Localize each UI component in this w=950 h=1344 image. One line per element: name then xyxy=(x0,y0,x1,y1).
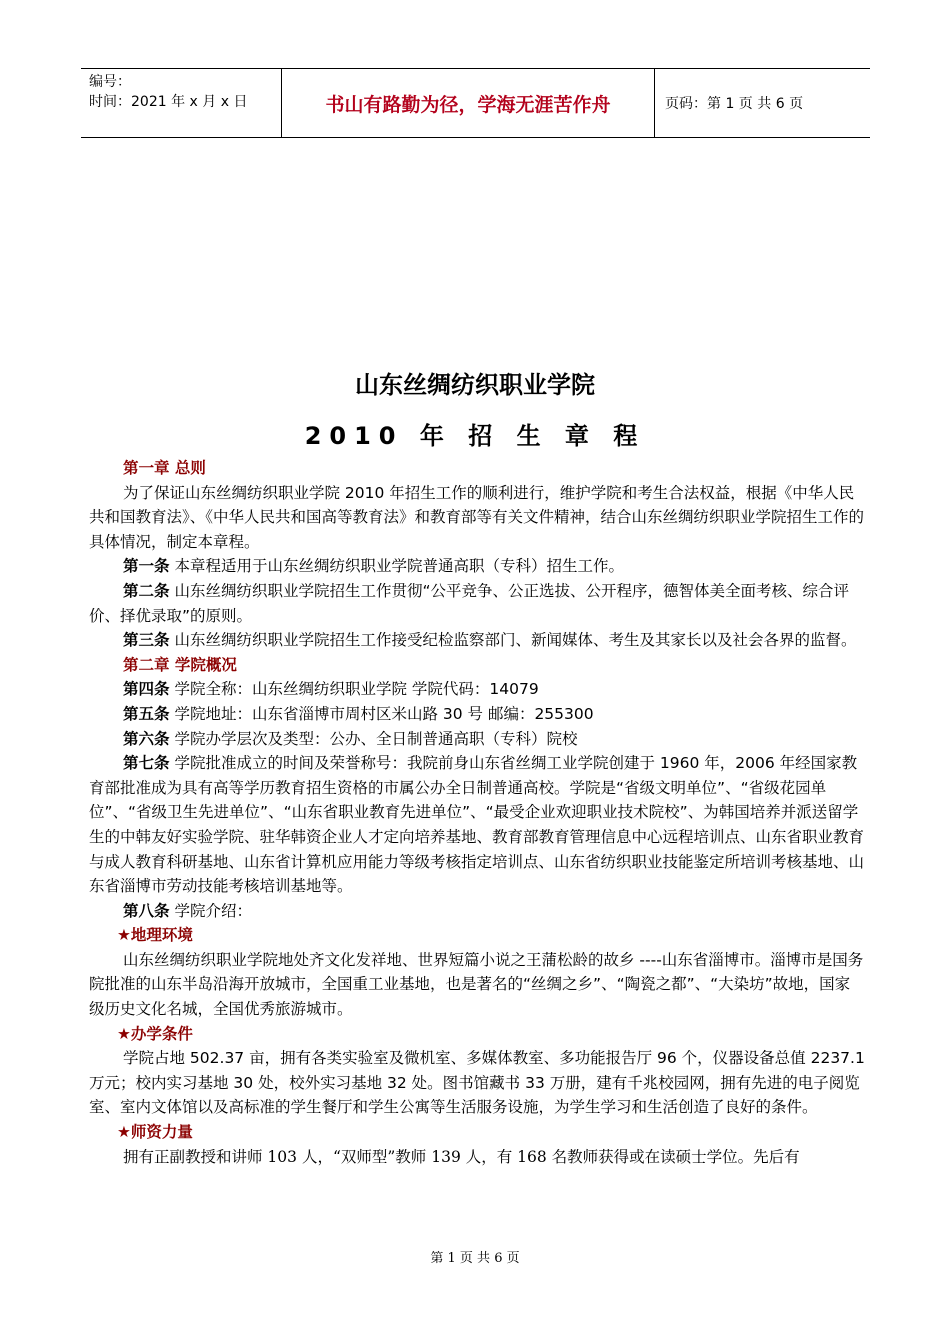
article-4 xyxy=(89,677,865,702)
article-7-text: 学院批准成立的时间及荣誉称号：我院前身山东省丝绸工业学院创建于 1960 年，2006 年经国家教育部批准成为具有高等学历教育招生资格的市属公办全日制普通高校。学院是“省级文明单位”、“省级花园单位”、“省级卫生先进单位”、“山东省职业教育先进单位”、“最受企业欢迎职业技术院校”、为韩国培养并派送留学生的中韩友好实验学院、驻华韩资企业人才定向培养基地、教育部教育管理信息中心远程培训点、山东省职业教育与成人教育科研基地、山东省计算机应用能力等级考核指定培训点、山东省纺织职业技能鉴定所培训考核基地、山东省淄博市劳动技能考核培训基地等。 xyxy=(89,754,865,896)
number-label: 编号： xyxy=(89,74,131,90)
article-8-label: 第八条 xyxy=(123,901,170,920)
article-5-label: 第五条 xyxy=(123,704,170,723)
article-3-label: 第三条 xyxy=(123,631,170,650)
article-4-text: 学院全称：山东丝绸纺织职业学院 学院代码：14079 xyxy=(169,680,539,699)
article-4-label: 第四条 xyxy=(123,680,170,699)
article-7-label: 第七条 xyxy=(123,754,170,773)
article-1-text: 本章程适用于山东丝绸纺织职业学院普通高职（专科）招生工作。 xyxy=(169,557,624,576)
chapter-1-intro: 为了保证山东丝绸纺织职业学院 2010 年招生工作的顺利进行，维护学院和考生合法权益，根据《中华人民共和国教育法》、《中华人民共和国高等教育法》和教育部等有关文件精神，结合山东丝绸纺织职业学院招生工作的具体情况，制定本章程。 xyxy=(89,483,865,551)
article-2-text: 山东丝绸纺织职业学院招生工作贯彻“公平竞争、公正选拔、公开程序，德智体美全面考核、综合评价、择优录取”的原则。 xyxy=(89,581,849,625)
document-title: 山东丝绸纺织职业学院 xyxy=(355,371,595,399)
chapter-2-heading: 第二章 学院概况 xyxy=(123,655,237,674)
article-1-label: 第一条 xyxy=(123,557,170,576)
article-5 xyxy=(89,702,865,727)
section-faculty-heading: ★师资力量 xyxy=(117,1123,193,1142)
section-geography-text: 山东丝绸纺织职业学院地处齐文化发祥地、世界短篇小说之王蒲松龄的故乡 ----山东省淄博市。淄博市是国务院批准的山东半岛沿海开放城市，全国重工业基地，也是著名的“丝绸之乡”、“陶瓷之都”、“大染坊”故地，国家级历史文化名城，全国优秀旅游城市。 xyxy=(89,950,864,1019)
document-subtitle: 2010 年 招 生 章 程 xyxy=(304,422,646,450)
article-8-text: 学院介绍： xyxy=(169,901,252,920)
article-1 xyxy=(89,554,865,579)
article-2-label: 第二条 xyxy=(123,581,170,600)
time-label: 时间：2021 年 x 月 x 日 xyxy=(89,94,248,110)
page-footer: 第 1 页 共 6 页 xyxy=(430,1251,520,1266)
section-facilities-text: 学院占地 502.37 亩，拥有各类实验室及微机室、多媒体教室、多功能报告厅 96 个，仪器设备总值 2237.1 万元；校内实习基地 30 处，校外实习基地 32 处。图书馆藏书 33 万册，建有千兆校园网，拥有先进的电子阅览室、室内文体馆以及高标准的学生餐厅和学生公寓等生活服务设施，为学生学习和生活创造了良好的条件。 xyxy=(89,1049,865,1117)
section-facilities-heading: ★办学条件 xyxy=(117,1024,193,1043)
article-5-text: 学院地址：山东省淄博市周村区米山路 30 号 邮编：255300 xyxy=(169,704,594,723)
header-meta xyxy=(81,69,282,137)
document-body xyxy=(89,456,865,1169)
article-6-label: 第六条 xyxy=(123,729,170,748)
article-3-text: 山东丝绸纺织职业学院招生工作接受纪检监察部门、新闻媒体、考生及其家长以及社会各界的监督。 xyxy=(169,631,857,650)
document-header xyxy=(81,68,870,138)
section-geography-heading: ★地理环境 xyxy=(117,926,193,945)
chapter-1-heading: 第一章 总则 xyxy=(123,459,206,477)
section-faculty-text: 拥有正副教授和讲师 103 人，“双师型”教师 139 人，有 168 名教师获得或在读硕士学位。先后有 xyxy=(123,1147,800,1166)
article-3 xyxy=(89,628,865,653)
header-page-info: 页码：第 1 页 共 6 页 xyxy=(665,96,804,112)
article-7 xyxy=(89,751,865,899)
article-2 xyxy=(89,579,865,628)
article-6 xyxy=(89,727,865,752)
header-motto: 书山有路勤为径，学海无涯苦作舟 xyxy=(282,69,655,137)
article-8 xyxy=(89,899,865,924)
article-6-text: 学院办学层次及类型：公办、全日制普通高职（专科）院校 xyxy=(169,729,578,748)
